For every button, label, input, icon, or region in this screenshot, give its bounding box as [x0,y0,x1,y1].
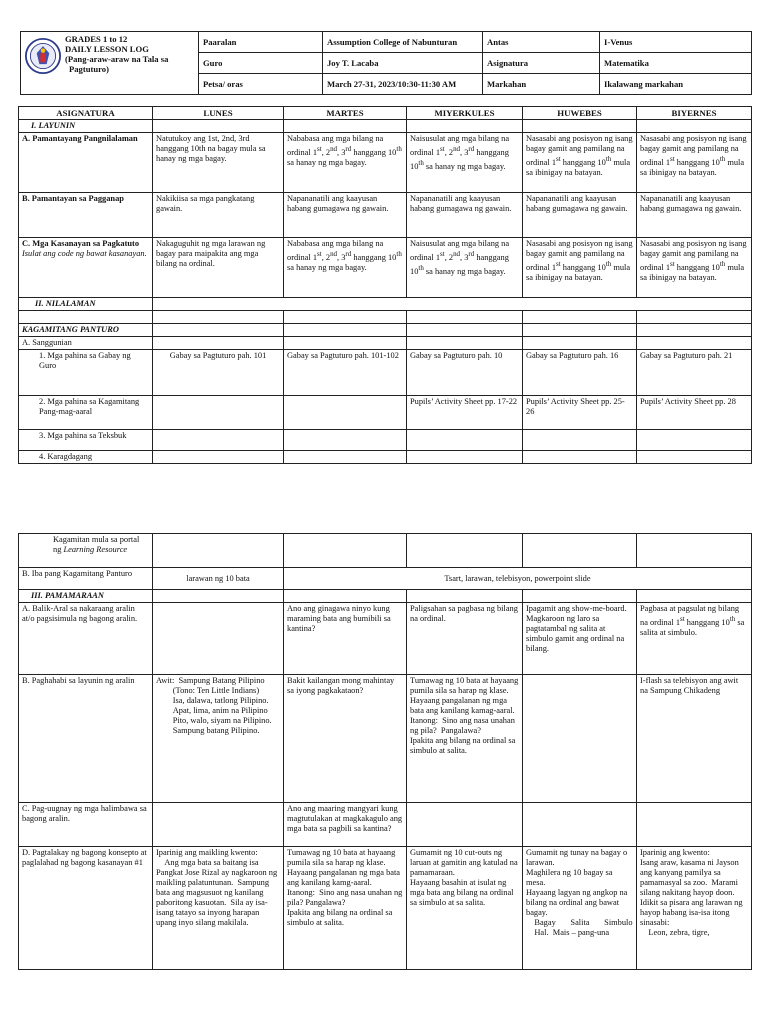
lesson-table-top [18,106,752,464]
value-antas: I-Venus [600,32,752,53]
cell-kpm-lunes [153,396,284,430]
title-line-4: Pagtuturo) [69,64,109,74]
cell-a-martes: Nababasa ang mga bilang na ordinal 1st, 2nd, 3rd hanggang 10th sa hanay ng mga bagay. [284,133,407,193]
cell-kagamitan-rest: Tsart, larawan, telebisyon, powerpoint slide [284,568,752,590]
lesson-table-bottom [18,533,752,970]
cell-uugnay-martes: Ano ang maaring mangyari kung magtutulakan at magkakagulo ang mga bata sa pagbili sa kantina? [284,803,407,847]
cell-b-miyerkules: Napananatili ang kaayusan habang gumagawa ng gawain. [407,193,523,238]
row-label-sanggunian: A. Sanggunian [19,337,153,350]
row-label-pagtalakay: D. Pagtalakay ng bagong konsepto at paglalahad ng bagong kasanayan #1 [19,847,153,970]
cell-pagtalakay-martes: Tumawag ng 10 bata at hayaang pumila sila sa harap ng klase. Hayaang pangalanan ng mga bata ang kanilang kamg-aaral. Itanong: Sino ang nasa unahan ng pila? Pangalawa? Ipakita ang bilang na ordinal sa simbulo at salita. [284,847,407,970]
cell-gabay-huwebes: Gabay sa Pagtuturo pah. 16 [523,350,637,396]
cell-a-huwebes: Nasasabi ang posisyon ng isang bagay gamit ang pamilang na ordinal 1st hanggang 10th mula sa ibinigay na batayan. [523,133,637,193]
section-nilalaman: II. NILALAMAN [19,298,153,311]
label-asignatura: Asignatura [483,53,600,74]
row-label-pag-uugnay: C. Pag-uugnay ng mga halimbawa sa bagong aralin. [19,803,153,847]
cell-paghahabi-miyerkules: Tumawag ng 10 bata at hayaang pumila sila sa harap ng klase. Hayaang pangalanan ng mga bata ang kanilang kamag-aaral. Itanong: Sino ang nasa unahan ng pila? Pangalawa? Ipakita ang bilang na ordinal sa simbulo at salita. [407,675,523,803]
label-guro: Guro [199,53,323,74]
row-label-balik-aral: A. Balik-Aral sa nakaraang aralin at/o pagsisimula ng bagong aralin. [19,603,153,675]
cell-c-miyerkules: Naisusulat ang mga bilang na ordinal 1st, 2nd, 3rd hanggang 10th sa hanay ng mga bagay. [407,238,523,298]
cell-c-martes: Nababasa ang mga bilang na ordinal 1st, 2nd, 3rd hanggang 10th sa hanay ng mga bagay. [284,238,407,298]
cell-uugnay-huwebes [523,803,637,847]
col-asignatura: ASIGNATURA [19,107,153,120]
label-antas: Antas [483,32,600,53]
kasanayan-label: C. Mga Kasanayan sa Pagkatuto [22,239,140,248]
cell-paghahabi-huwebes [523,675,637,803]
col-miyerkules: MIYERKULES [407,107,523,120]
kasanayan-sublabel: Isulat ang code ng bawat kasanayan. [22,249,147,258]
cell-kpm-huwebes: Pupils’ Activity Sheet pp. 25-26 [523,396,637,430]
cell-b-huwebes: Napananatili ang kaayusan habang gumagawa ng gawain. [523,193,637,238]
cell-c-huwebes: Nasasabi ang posisyon ng isang bagay gamit ang pamilang na ordinal 1st hanggang 10th mula sa ibinigay na batayan. [523,238,637,298]
value-asignatura: Matematika [600,53,752,74]
cell-balik-biyernes: Pagbasa at pagsulat ng bilang na ordinal 1st hanggang 10th sa salita at simbulo. [637,603,752,675]
cell-gabay-biyernes: Gabay sa Pagtuturo pah. 21 [637,350,752,396]
portal-label: Kagamitan mula sa portal ng [53,535,140,554]
row-label-pamantayang-pangnilalaman: A. Pamantayang Pangnilalaman [19,133,153,193]
section-pamamaraan: III. PAMAMARAAN [19,590,153,603]
cell-paghahabi-biyernes: I-flash sa telebisyon ang awit na Sampung Chikadeng [637,675,752,803]
cell-uugnay-lunes [153,803,284,847]
cell-kpm-miyerkules: Pupils’ Activity Sheet pp. 17-22 [407,396,523,430]
row-label-iba-pang-kagamitan: B. Iba pang Kagamitang Panturo [19,568,153,590]
label-markahan: Markahan [483,74,600,95]
cell-balik-lunes [153,603,284,675]
label-petsa: Petsa/ oras [199,74,323,95]
cell-a-miyerkules: Naisusulat ang mga bilang na ordinal 1st, 2nd, 3rd hanggang 10th sa hanay ng mga bagay. [407,133,523,193]
row-label-paghahabi: B. Paghahabi sa layunin ng aralin [19,675,153,803]
row-label-mga-kasanayan [19,238,153,298]
cell-gabay-miyerkules: Gabay sa Pagtuturo pah. 10 [407,350,523,396]
cell-b-biyernes: Napananatili ang kaayusan habang gumagawa ng gawain. [637,193,752,238]
cell-a-biyernes: Nasasabi ang posisyon ng isang bagay gamit ang pamilang na ordinal 1st hanggang 10th mula sa ibinigay na batayan. [637,133,752,193]
cell-paghahabi-lunes: Awit: Sampung Batang Pilipino (Tono: Ten Little Indians) Isa, dalawa, tatlong Pilipino. Apat, lima, anim na Pilipino Pito, walo, siyam na Pilipino. Sampung batang Pilipino. [153,675,284,803]
cell-pagtalakay-biyernes: Iparinig ang kwento: Isang araw, kasama ni Jayson ang kanyang pamilya sa pamamasyal sa zoo. Marami silang nakitang hayop doon. Idikit sa pisara ang larawan ng hayop habang isa-isa itong sinasabi: Leon, zebra, tigre, [637,847,752,970]
header-table [20,31,752,95]
cell-a-lunes: Natutukoy ang 1st, 2nd, 3rd hanggang 10th na bagay mula sa hanay ng mga bagay. [153,133,284,193]
col-huwebes: HUWEBES [523,107,637,120]
cell-gabay-lunes: Gabay sa Pagtuturo pah. 101 [153,350,284,396]
cell-gabay-martes: Gabay sa Pagtuturo pah. 101-102 [284,350,407,396]
title-line-1: GRADES 1 to 12 [65,34,128,44]
cell-uugnay-miyerkules [407,803,523,847]
cell-paghahabi-martes: Bakit kailangan mong mahintay sa iyong pagkakataon? [284,675,407,803]
cell-pagtalakay-lunes: Iparinig ang maikling kwento: Ang mga bata sa baitang isa Pangkat Jose Rizal ay nagkaroon ng maikling palatuntunan. Sampung bata ang magsusuot ng kanilang paboritong kasuotan. Sila ay isa-isang tatayo sa inyong harapan upang inyo silang makilala. [153,847,284,970]
section-kagamitang-panturo: KAGAMITANG PANTURO [19,324,153,337]
cell-c-biyernes: Nasasabi ang posisyon ng isang bagay gamit ang pamilang na ordinal 1st hanggang 10th mula sa ibinigay na batayan. [637,238,752,298]
row-label-teksbuk: 3. Mga pahina sa Teksbuk [19,430,153,451]
cell-b-martes: Napananatili ang kaayusan habang gumagawa ng gawain. [284,193,407,238]
cell-balik-miyerkules: Paligsahan sa pagbasa ng bilang na ordinal. [407,603,523,675]
section-layunin: I. LAYUNIN [19,120,153,133]
col-martes: MARTES [284,107,407,120]
row-label-pamantayan-sa-pagganap: B. Pamantayan sa Pagganap [19,193,153,238]
col-lunes: LUNES [153,107,284,120]
cell-balik-martes: Ano ang ginagawa ninyo kung maraming bata ang bumibili sa kantina? [284,603,407,675]
row-label-kagamitan-portal [19,534,153,568]
cell-pagtalakay-miyerkules: Gumamit ng 10 cut-outs ng laruan at gamitin ang katulad na pamamaraan. Hayaang basahin at isulat ng mga bata ang bilang na ordinal sa simbulo at sa salita. [407,847,523,970]
row-label-kagamitang-pang-mag-aaral: 2. Mga pahina sa Kagamitang Pang-mag-aaral [19,396,153,430]
cell-b-lunes: Nakikiisa sa mga pangkatang gawain. [153,193,284,238]
value-guro: Joy T. Lacaba [323,53,483,74]
row-label-gabay-ng-guro: 1. Mga pahina sa Gabay ng Guro [19,350,153,396]
cell-kpm-biyernes: Pupils’ Activity Sheet pp. 28 [637,396,752,430]
value-markahan: Ikalawang markahan [600,74,752,95]
cell-pagtalakay-huwebes: Gumamit ng tunay na bagay o larawan. Maghilera ng 10 bagay sa mesa. Hayaang lagyan ng angkop na bilang na ordinal ang bawat bagay. Bagay Salita Simbulo Hal. Mais – pang-una [523,847,637,970]
row-label-karagdagang: 4. Karagdagang [19,451,153,464]
cell-kagamitan-lunes: larawan ng 10 bata [153,568,284,590]
title-line-3: (Pang-araw-araw na Tala sa [65,54,169,64]
label-paaralan: Paaralan [199,32,323,53]
value-petsa: March 27-31, 2023/10:30-11:30 AM [323,74,483,95]
portal-learning-resource: Learning Resource [63,545,128,554]
title-block [21,32,199,95]
cell-kpm-martes [284,396,407,430]
cell-balik-huwebes: Ipagamit ang show-me-board. Magkaroon ng laro sa pagtatambal ng salita at simbulo gamit ang ordinal na bilang. [523,603,637,675]
col-biyernes: BIYERNES [637,107,752,120]
cell-c-lunes: Nakaguguhit ng mga larawan ng bagay para maipakita ang mga bilang na ordinal. [153,238,284,298]
value-paaralan: Assumption College of Nabunturan [323,32,483,53]
title-line-2: DAILY LESSON LOG [65,44,149,54]
cell-uugnay-biyernes [637,803,752,847]
